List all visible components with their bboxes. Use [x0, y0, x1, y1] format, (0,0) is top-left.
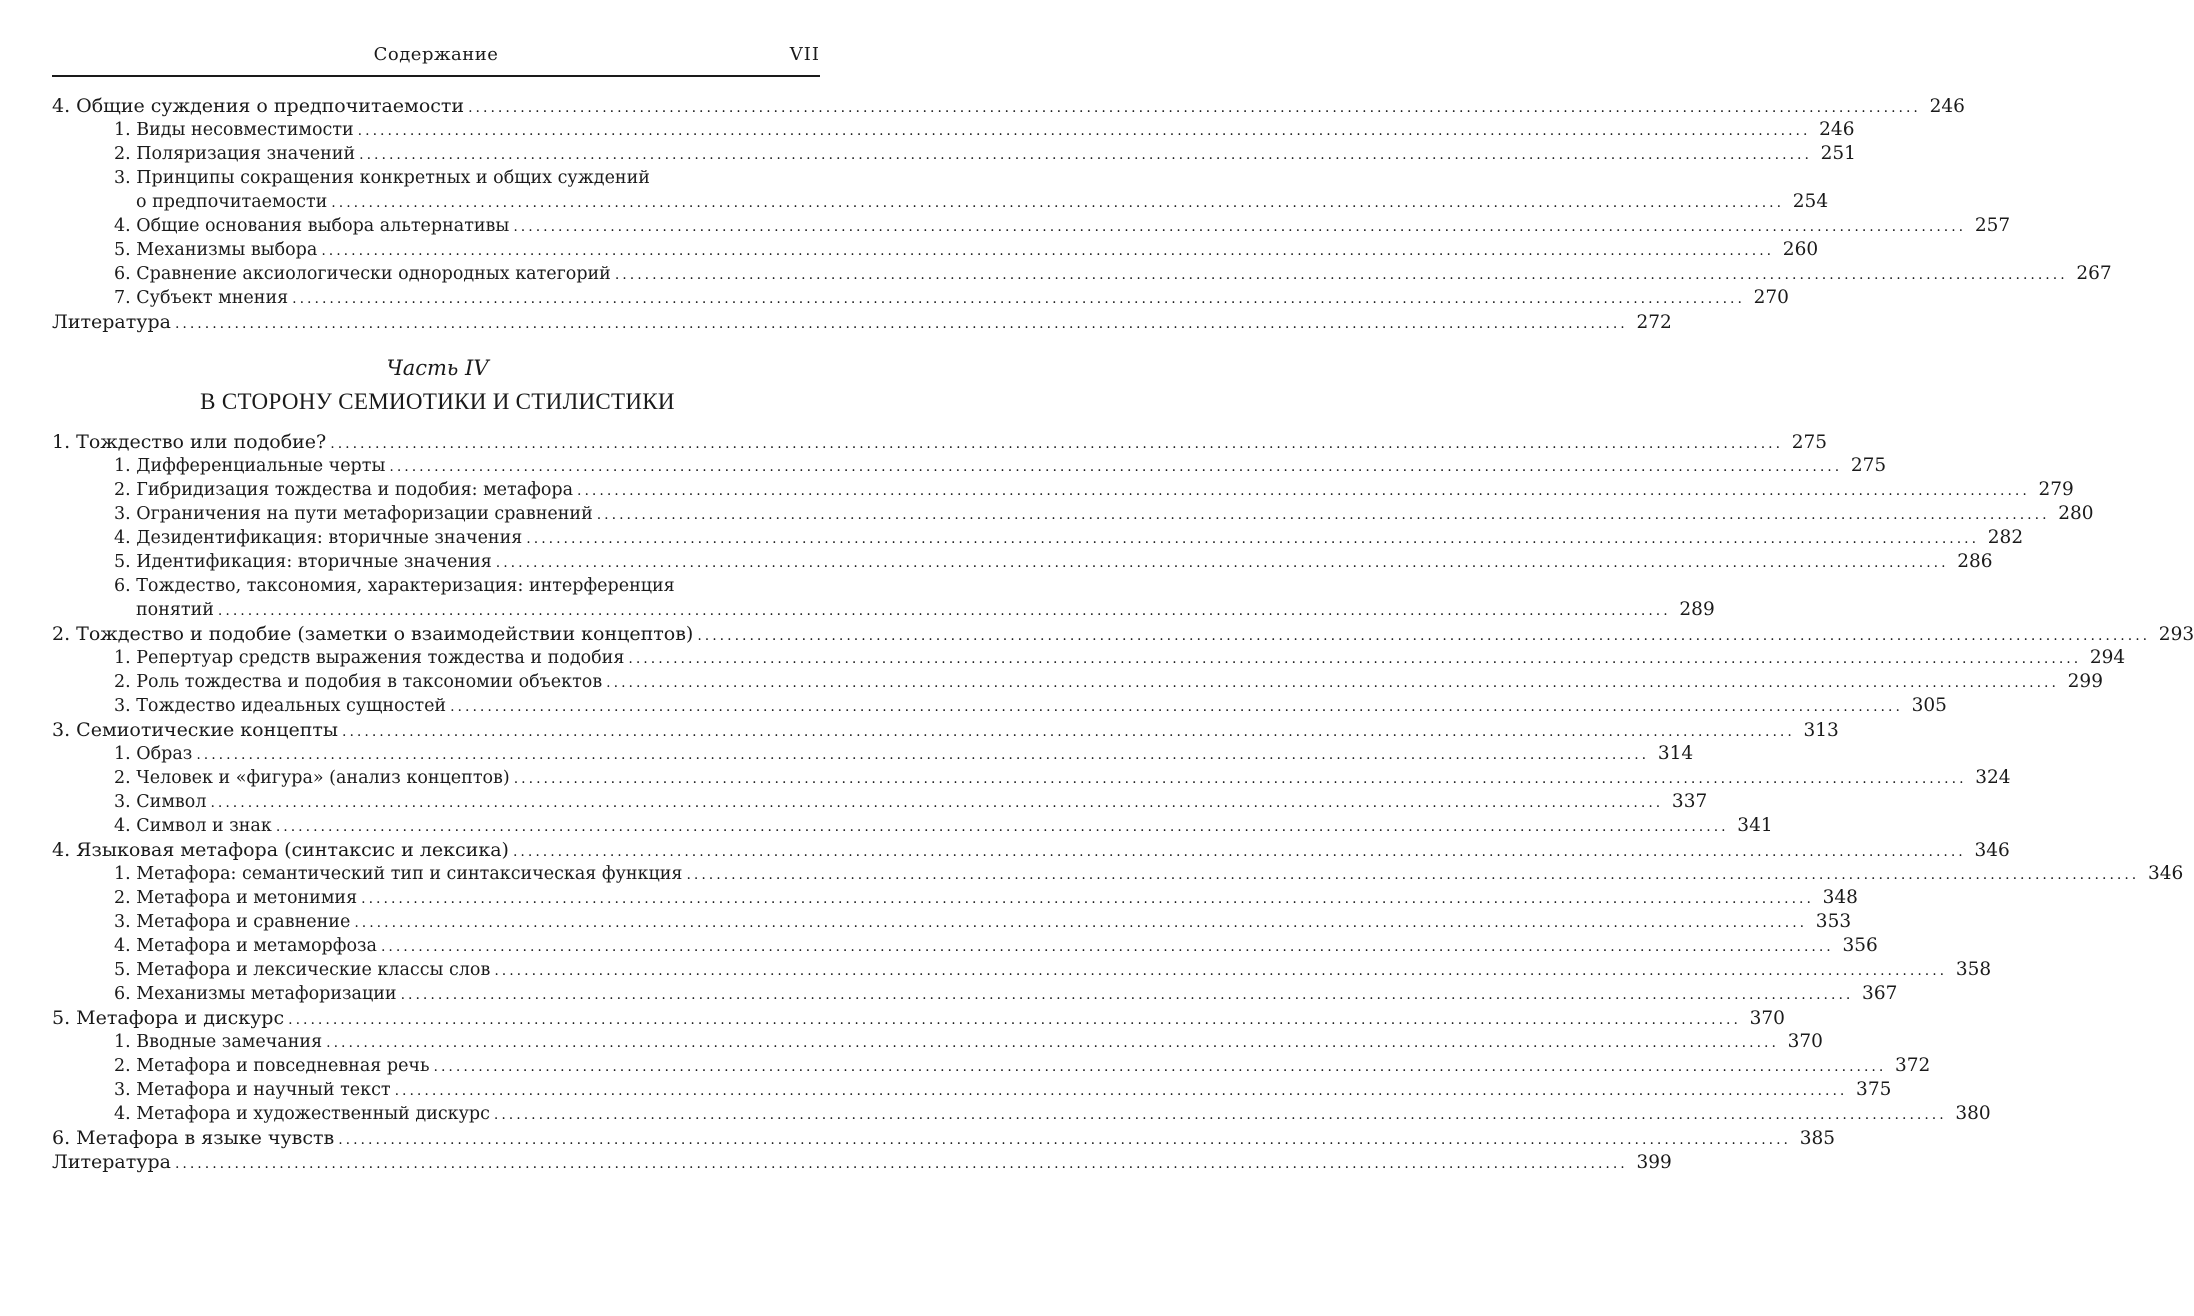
toc-entry-label: 1. Виды несовместимости [114, 120, 354, 140]
toc-section-entry[interactable] [52, 814, 1773, 838]
toc-entry-page: 356 [1842, 935, 1878, 956]
toc-chapter-entry[interactable] [52, 94, 1965, 118]
dot-leader [686, 863, 2139, 887]
toc-chapter-entry[interactable] [52, 1126, 1835, 1150]
toc-section-entry[interactable] [52, 526, 2024, 550]
toc-entry-label: 5. Идентификация: вторичные значения [114, 552, 492, 572]
part-title: Часть IV [386, 356, 489, 380]
toc-entry-page: 246 [1819, 119, 1855, 140]
toc-section-entry[interactable] [52, 238, 1819, 262]
dot-leader [450, 695, 1903, 719]
toc-entry-label: 1. Вводные замечания [114, 1032, 323, 1052]
toc-section-entry[interactable] [52, 190, 1829, 214]
toc-entry-page: 289 [1679, 599, 1715, 620]
toc-entry-label: 5. Метафора и дискурс [52, 1007, 285, 1029]
toc-chapter-entry[interactable] [52, 622, 2194, 646]
toc-chapter-entry[interactable] [52, 430, 1828, 454]
dot-leader [210, 791, 1663, 815]
toc-section-entry[interactable] [52, 646, 2126, 670]
toc-entry-page: 270 [1753, 287, 1789, 308]
toc-entry-page: 380 [1955, 1103, 1991, 1124]
toc-section-entry[interactable] [52, 910, 1852, 934]
toc-section-entry[interactable] [52, 502, 2094, 526]
toc-entry-page: 372 [1895, 1055, 1931, 1076]
dot-leader [628, 647, 2081, 671]
toc-entry-label: 4. Дезидентификация: вторичные значения [114, 528, 523, 548]
toc-entry-page: 260 [1782, 239, 1819, 260]
toc-section-part3 [52, 94, 2112, 334]
toc-entry-page: 279 [2038, 479, 2074, 500]
toc-entry-label: 5. Механизмы выбора [114, 240, 318, 260]
toc-entry-page: 267 [2076, 263, 2112, 284]
header-rule [52, 75, 820, 77]
toc-section-entry[interactable] [52, 982, 1898, 1006]
dot-leader [513, 215, 1966, 239]
toc-entry-label: 3. Принципы сокращения конкретных и общих суждений [114, 168, 650, 188]
toc-entry-page: 358 [1955, 959, 1992, 980]
toc-entry-page: 275 [1791, 432, 1828, 453]
toc-section-entry[interactable] [52, 118, 1855, 142]
toc-entry-page: 367 [1862, 983, 1898, 1004]
dot-leader [359, 143, 1812, 167]
toc-section-entry[interactable] [52, 958, 1992, 982]
toc-section-entry[interactable] [52, 262, 2112, 286]
toc-entry-page: 313 [1803, 720, 1839, 741]
toc-entry-page: 305 [1911, 695, 1947, 716]
toc-entry-page: 348 [1822, 887, 1858, 908]
toc-entry-page: 324 [1975, 767, 2011, 788]
toc-entry-page: 341 [1737, 815, 1773, 836]
dot-leader [338, 1128, 1791, 1152]
dot-leader [389, 455, 1842, 479]
dot-leader [381, 935, 1834, 959]
toc-section-entry[interactable] [52, 790, 1708, 814]
dot-leader [434, 1055, 1887, 1079]
toc-chapter-entry[interactable] [52, 838, 2010, 862]
toc-entry-label: 1. Дифференциальные черты [114, 456, 386, 476]
dot-leader [597, 503, 2050, 527]
toc-entry-label: 2. Метафора и метонимия [114, 888, 358, 908]
page-number: VII [789, 44, 820, 65]
toc-entry-page: 280 [2058, 503, 2094, 524]
dot-leader [361, 887, 1814, 911]
toc-entry-label: 3. Метафора и сравнение [114, 912, 351, 932]
toc-section-entry[interactable] [52, 286, 1789, 310]
toc-section-entry[interactable] [52, 766, 2011, 790]
toc-entry-label: 2. Человек и «фигура» (анализ концептов) [114, 768, 510, 788]
toc-entry-label: 2. Гибридизация тождества и подобия: метафора [114, 480, 574, 500]
toc-section-entry[interactable] [52, 934, 1878, 958]
dot-leader [354, 911, 1807, 935]
toc-entry-label: 6. Механизмы метафоризации [114, 984, 397, 1004]
toc-entry-label: 4. Общие основания выбора альтернативы [114, 216, 510, 236]
toc-entry-label: 6. Сравнение аксиологически однородных категорий [114, 264, 611, 284]
dot-leader [395, 1079, 1848, 1103]
toc-entry-page: 275 [1850, 455, 1887, 476]
toc-section-entry[interactable] [52, 694, 1947, 718]
toc-entry-label: 3. Тождество идеальных сущностей [114, 696, 447, 716]
toc-entry-page: 370 [1749, 1008, 1785, 1029]
dot-leader [175, 1152, 1628, 1176]
toc-section-entry[interactable] [52, 550, 1993, 574]
toc-entry-label: 1. Метафора: семантический тип и синтаксическая функция [114, 864, 683, 884]
running-head-title: Содержание [373, 44, 499, 65]
toc-entry-label: 4. Общие суждения о предпочитаемости [52, 95, 465, 117]
dot-leader [331, 191, 1784, 215]
toc-entry-page: 251 [1820, 143, 1856, 164]
toc-section-entry[interactable] [52, 1030, 1823, 1054]
toc-entry-label: 1. Образ [114, 744, 193, 764]
toc-section-part4 [52, 430, 2194, 1174]
toc-entry-label: Литература [52, 1151, 171, 1173]
toc-entry-page: 254 [1792, 191, 1829, 212]
dot-leader [288, 1008, 1741, 1032]
dot-leader [401, 983, 1854, 1007]
dot-leader [326, 1031, 1779, 1055]
toc-section-entry[interactable] [52, 1054, 1931, 1078]
dot-leader [494, 1103, 1947, 1127]
toc-section-entry[interactable] [52, 574, 820, 598]
toc-chapter-entry[interactable] [52, 718, 1839, 742]
toc-entry-label: понятий [136, 600, 214, 620]
toc-entry-page: 337 [1671, 791, 1708, 812]
toc-entry-label: 4. Языковая метафора (синтаксис и лексика) [52, 839, 509, 861]
dot-leader [494, 959, 1947, 983]
dot-leader [358, 119, 1811, 143]
toc-section-entry[interactable] [52, 670, 2103, 694]
toc-entry-label: 2. Роль тождества и подобия в таксономии объектов [114, 672, 603, 692]
toc-entry-label: 3. Метафора и научный текст [114, 1080, 391, 1100]
toc-section-entry[interactable] [52, 166, 820, 190]
dot-leader [697, 624, 2150, 648]
toc-entry-page: 370 [1787, 1031, 1823, 1052]
toc-entry-label: 4. Символ и знак [114, 816, 272, 836]
toc-entry-label: 4. Метафора и художественный дискурс [114, 1104, 490, 1124]
toc-entry-label: о предпочитаемости [136, 192, 328, 212]
toc-entry-page: 293 [2158, 624, 2194, 645]
toc-section-entry[interactable] [52, 214, 2011, 238]
toc-entry-label: 5. Метафора и лексические классы слов [114, 960, 491, 980]
toc-entry-page: 257 [1974, 215, 2011, 236]
dot-leader [514, 767, 1967, 791]
dot-leader [577, 479, 2030, 503]
dot-leader [292, 287, 1745, 311]
toc-section-entry[interactable] [52, 454, 1887, 478]
dot-leader [342, 720, 1795, 744]
toc-entry-page: 385 [1799, 1128, 1835, 1149]
dot-leader [196, 743, 1649, 767]
toc-entry-label: 6. Тождество, таксономия, характеризация: интерференция [114, 576, 675, 596]
dot-leader [513, 840, 1966, 864]
dot-leader [615, 263, 2068, 287]
toc-section-entry[interactable] [52, 598, 1715, 622]
toc-entry-label: 2. Метафора и повседневная речь [114, 1056, 430, 1076]
toc-entry-page: 353 [1815, 911, 1852, 932]
toc-entry-label: 4. Метафора и метаморфоза [114, 936, 377, 956]
toc-entry-page: 272 [1636, 312, 1672, 333]
toc-section-entry[interactable] [52, 478, 2074, 502]
toc-chapter-entry[interactable] [52, 1150, 1672, 1174]
toc-entry-page: 346 [1974, 840, 2010, 861]
dot-leader [606, 671, 2059, 695]
toc-entry-label: 2. Тождество и подобие (заметки о взаимодействии концептов) [52, 623, 694, 645]
toc-entry-label: 6. Метафора в языке чувств [52, 1127, 335, 1149]
toc-entry-page: 282 [1987, 527, 2024, 548]
dot-leader [496, 551, 1949, 575]
dot-leader [218, 599, 1671, 623]
toc-entry-label: 3. Семиотические концепты [52, 719, 339, 741]
part-heading: В СТОРОНУ СЕМИОТИКИ И СТИЛИСТИКИ [200, 389, 675, 414]
toc-entry-page: 286 [1957, 551, 1993, 572]
dot-leader [276, 815, 1729, 839]
dot-leader [321, 239, 1774, 263]
dot-leader [330, 432, 1783, 456]
toc-entry-label: 1. Тождество или подобие? [52, 431, 327, 453]
toc-entry-page: 346 [2147, 863, 2184, 884]
toc-entry-page: 375 [1856, 1079, 1892, 1100]
running-head [52, 44, 820, 70]
dot-leader [175, 312, 1628, 336]
toc-entry-page: 299 [2067, 671, 2103, 692]
toc-entry-label: Литература [52, 311, 171, 333]
toc-section-entry[interactable] [52, 1102, 1991, 1126]
toc-entry-label: 2. Поляризация значений [114, 144, 356, 164]
toc-section-entry[interactable] [52, 1078, 1892, 1102]
toc-entry-page: 399 [1636, 1152, 1672, 1173]
toc-section-entry[interactable] [52, 142, 1856, 166]
toc-section-entry[interactable] [52, 742, 1694, 766]
toc-entry-page: 246 [1929, 96, 1965, 117]
toc-entry-label: 7. Субъект мнения [114, 288, 289, 308]
toc-section-entry[interactable] [52, 862, 2184, 886]
dot-leader [526, 527, 1979, 551]
toc-entry-label: 3. Ограничения на пути метафоризации сравнений [114, 504, 593, 524]
toc-chapter-entry[interactable] [52, 1006, 1785, 1030]
dot-leader [468, 96, 1921, 120]
toc-section-entry[interactable] [52, 886, 1858, 910]
toc-entry-page: 294 [2089, 647, 2126, 668]
toc-entry-label: 1. Репертуар средств выражения тождества и подобия [114, 648, 625, 668]
toc-entry-label: 3. Символ [114, 792, 207, 812]
toc-chapter-entry[interactable] [52, 310, 1672, 334]
toc-entry-page: 314 [1657, 743, 1694, 764]
